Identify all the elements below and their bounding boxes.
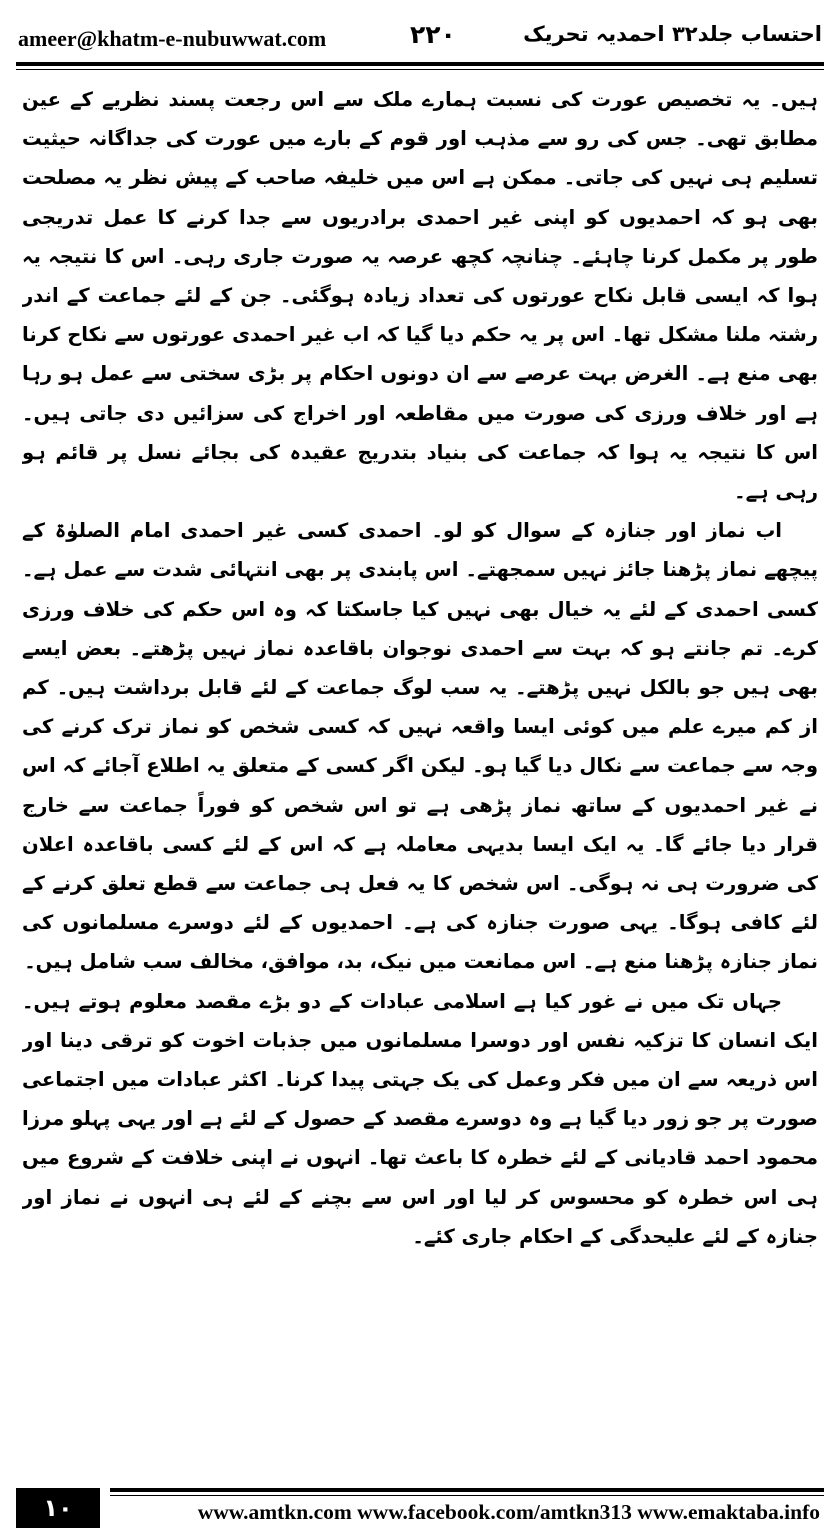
paragraph-3: جہاں تک میں نے غور کیا ہے اسلامی عبادات کے دو بڑے مقصد معلوم ہوتے ہیں۔ ایک انسان کا تزکیہ نفس اور دوسرا مسلمانوں میں جذبات اخوت کو ترقی دینا اور اس ذریعہ سے ان میں فکر وعمل کی یک جہتی پیدا کرنا۔ اکثر عبادات میں اجتماعی صورت پر جو زور دیا گیا ہے وہ دوسرے مقصد کے حصول کے لئے ہے اور یہی پہلو مرزا محمود احمد قادیانی کے لئے خطرہ کا باعث تھا۔ انہوں نے اپنی خلافت کے شروع میں ہی اس خطرہ کو محسوس کر لیا اور اس سے بچنے کے لئے ہی انہوں نے نماز اور جنازہ کے لئے علیحدگی کے احکام جاری کئے۔ [22,989,818,1248]
header-email: ameer@khatm-e-nubuwwat.com [18,26,327,51]
footer-rule-thick [110,1488,824,1492]
page-footer [16,1486,824,1532]
page-number: ۲۲۰ [410,20,456,49]
paragraph-1: ہیں۔ یہ تخصیص عورت کی نسبت ہمارے ملک سے اس رجعت پسند نظریے کے عین مطابق تھی۔ جس کی رو سے مذہب اور قوم کے بارے میں عورت کی جداگانہ حیثیت تسلیم ہی نہیں کی جاتی۔ ممکن ہے اس میں خلیفہ صاحب کے پیش نظر یہ مصلحت بھی ہو کہ احمدیوں کو اپنی غیر احمدی برادریوں سے جدا کرنے کا عمل تدریجی طور پر مکمل کرنا چاہئے۔ چنانچہ کچھ عرصہ یہ صورت جاری رہی۔ اس کا نتیجہ یہ ہوا کہ ایسی قابل نکاح عورتوں کی تعداد زیادہ ہوگئی۔ جن کے لئے جماعت کے اندر رشتہ ملنا مشکل تھا۔ اس پر یہ حکم دیا گیا کہ اب غیر احمدی عورتوں سے نکاح کرنا بھی منع ہے۔ الغرض بہت عرصے سے ان دونوں احکام پر بڑی سختی سے عمل ہو رہا ہے اور خلاف ورزی کی صورت میں مقاطعہ اور اخراج کی سزائیں دی جاتی ہیں۔ اس کا نتیجہ یہ ہوا کہ جماعت کی بنیاد بتدریج عقیدہ کی بجائے نسل پر قائم ہو رہی ہے۔ [22,88,818,504]
running-title: احتساب جلد۳۲ احمدیہ تحریک [523,22,822,46]
paragraph-2: اب نماز اور جنازہ کے سوال کو لو۔ احمدی کسی غیر احمدی امام الصلوٰۃ کے پیچھے نماز پڑھنا جائز نہیں سمجھتے۔ اس پابندی پر بھی انتہائی شدت سے عمل ہے۔ کسی احمدی کے لئے یہ خیال بھی نہیں کیا جاسکتا کہ وہ اس حکم کی خلاف ورزی کرے۔ تم جانتے ہو کہ بہت سے احمدی نوجوان باقاعدہ نماز نہیں پڑھتے۔ بعض ایسے بھی ہیں جو بالکل نہیں پڑھتے۔ یہ سب لوگ جماعت کے لئے قابل برداشت ہیں۔ کم از کم میرے علم میں کوئی ایسا واقعہ نہیں کہ کسی شخص کو نماز ترک کرنے کی وجہ سے جماعت سے نکال دیا گیا ہو۔ لیکن اگر کسی کے متعلق یہ اطلاع آجائے کہ اس نے غیر احمدیوں کے ساتھ نماز پڑھی ہے تو اس شخص کو فوراً جماعت سے خارج قرار دیا جائے گا۔ یہ ایک ایسا بدیہی معاملہ ہے کہ اس کے لئے کسی باقاعدہ اعلان کی ضرورت ہی نہ ہوگی۔ اس شخص کا یہ فعل ہی جماعت سے قطع تعلق کرنے کے لئے کافی ہوگا۔ یہی صورت جنازہ کی ہے۔ احمدیوں کے لئے دوسرے مسلمانوں کی نماز جنازہ پڑھنا منع ہے۔ اس ممانعت میں نیک، بد، موافق، مخالف سب شامل ہیں۔ [22,519,818,974]
footer-rule-thin [110,1495,824,1496]
body-text [22,80,818,1470]
page-header [18,18,822,58]
footer-number-box: ۱۰ [16,1488,100,1528]
header-rule-thick [16,62,824,66]
header-rule-thin [16,69,824,70]
footer-links: www.amtkn.com www.facebook.com/amtkn313 www.emaktaba.info [197,1500,820,1524]
